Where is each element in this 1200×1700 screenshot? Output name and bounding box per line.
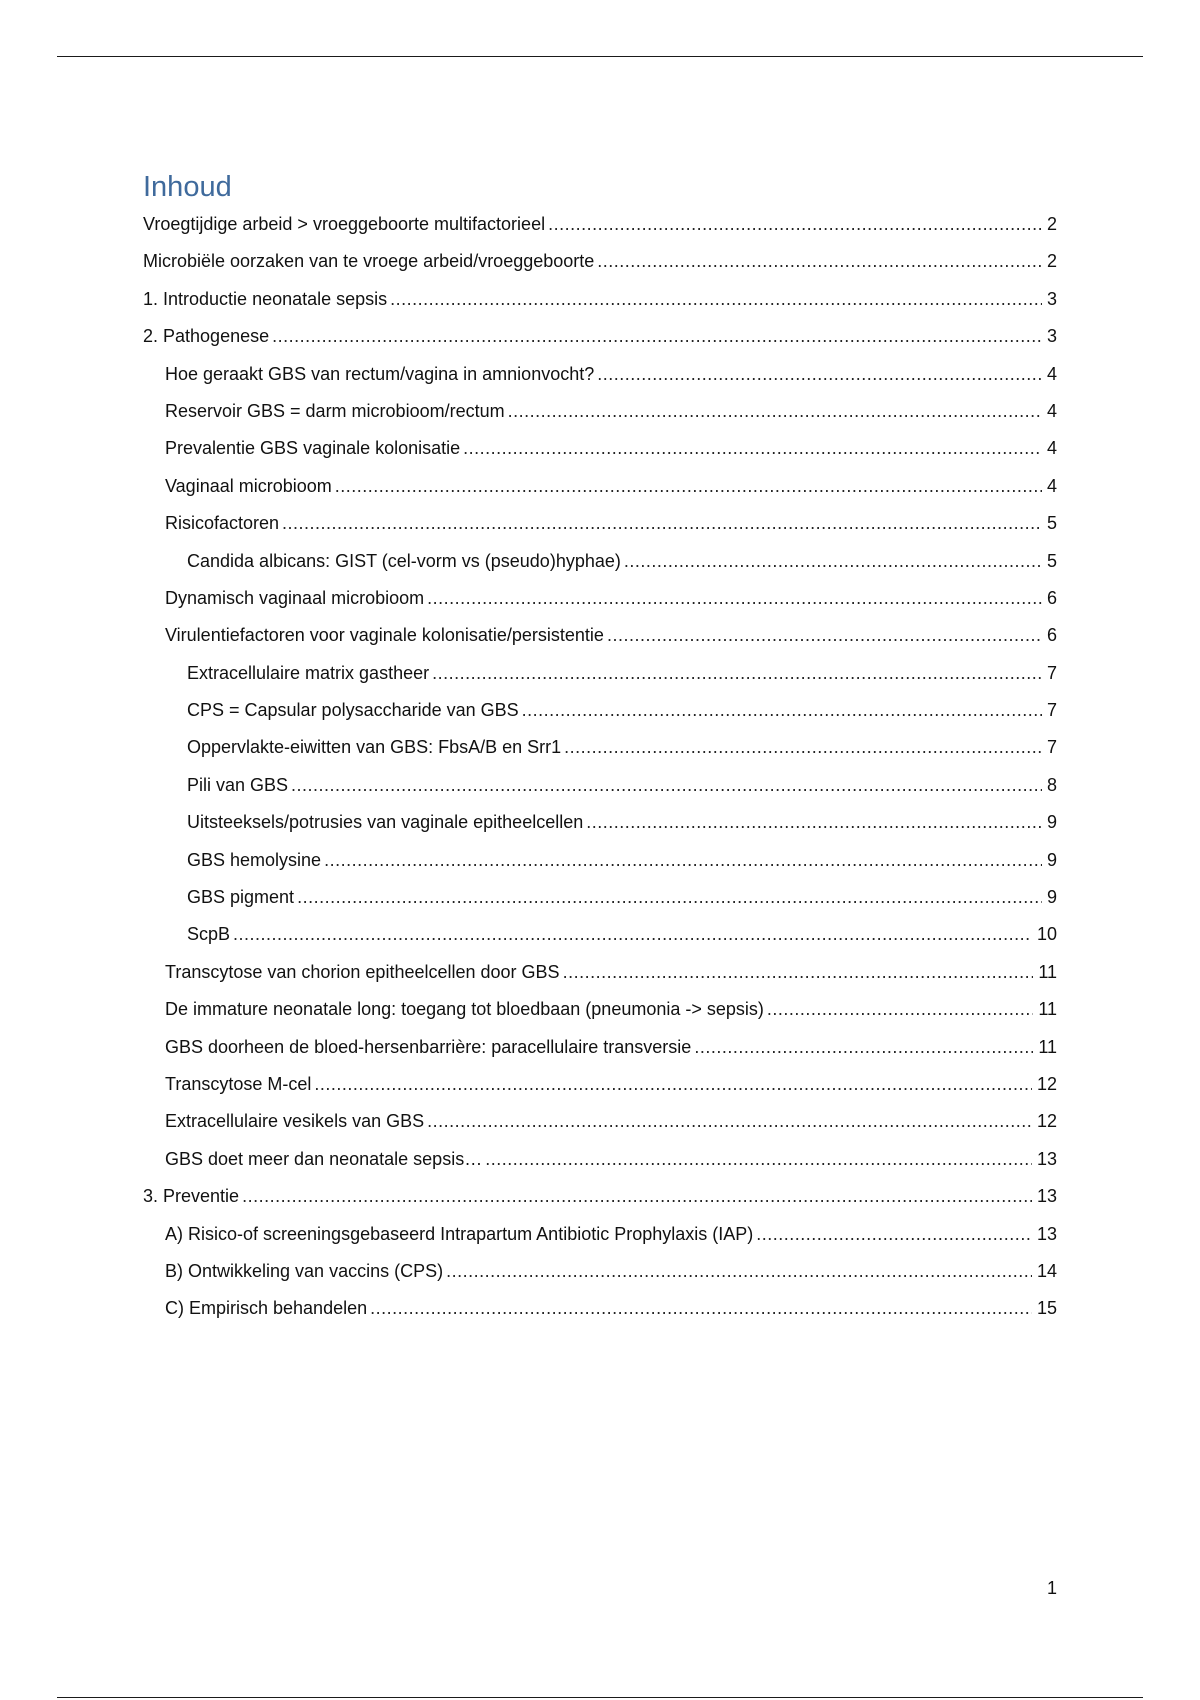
toc-entry-page-number: 4 [1046, 363, 1057, 384]
toc-dot-leader [508, 393, 1042, 430]
toc-entry[interactable] [143, 430, 1057, 467]
toc-dot-leader [446, 1253, 1032, 1290]
toc-entry-text: Microbiële oorzaken van te vroege arbeid/vroeggeboorte [143, 251, 595, 272]
toc-entry-page-number: 4 [1046, 475, 1057, 496]
toc-dot-leader [597, 356, 1042, 393]
toc-dot-leader [297, 879, 1042, 916]
toc-entry-text: CPS = Capsular polysaccharide van GBS [187, 700, 519, 721]
toc-entry[interactable] [143, 281, 1057, 318]
toc-entry-text: 1. Introductie neonatale sepsis [143, 288, 388, 309]
toc-entry-text: Vroegtijdige arbeid > vroeggeboorte multifactorieel [143, 214, 546, 234]
toc-dot-leader [427, 580, 1042, 617]
toc-entry-text: Prevalentie GBS vaginale kolonisatie [165, 438, 461, 459]
toc-entry-page-number: 6 [1046, 625, 1057, 646]
toc-entry[interactable] [143, 804, 1057, 841]
toc-entry[interactable] [143, 879, 1057, 916]
footer-rule [57, 1697, 1143, 1698]
toc-entry[interactable] [143, 954, 1057, 991]
toc-entry[interactable] [143, 1029, 1057, 1066]
toc-entry-page-number: 5 [1046, 513, 1057, 534]
toc-dot-leader [586, 804, 1042, 841]
toc-dot-leader [694, 1029, 1033, 1066]
toc-entry-text: A) Risico-of screeningsgebaseerd Intrapartum Antibiotic Prophylaxis (IAP) [165, 1223, 754, 1244]
toc-entry[interactable] [143, 1253, 1057, 1290]
toc-entry[interactable] [143, 767, 1057, 804]
toc-entry[interactable] [143, 991, 1057, 1028]
toc-dot-leader [607, 617, 1042, 654]
toc-entry-page-number: 9 [1046, 812, 1057, 833]
toc-entry[interactable] [143, 916, 1057, 953]
toc-entry-text: ScpB [187, 924, 231, 945]
toc-dot-leader [242, 1178, 1032, 1215]
toc-dot-leader [432, 655, 1042, 692]
toc-entry-text: Hoe geraakt GBS van rectum/vagina in amnionvocht? [165, 363, 595, 384]
toc-entry-text: GBS pigment [187, 887, 295, 908]
toc-entry[interactable] [143, 468, 1057, 505]
toc-entry-page-number: 12 [1036, 1111, 1057, 1132]
toc-dot-leader [324, 842, 1042, 879]
toc-dot-leader [291, 767, 1042, 804]
toc-entry-text: Vaginaal microbioom [165, 475, 332, 496]
toc-entry-page-number: 5 [1046, 550, 1057, 571]
toc-entry-page-number: 7 [1046, 737, 1057, 758]
toc-entry-page-number: 7 [1046, 700, 1057, 721]
toc-entry[interactable] [143, 356, 1057, 393]
toc-entry[interactable] [143, 1141, 1057, 1178]
toc-entry-page-number: 2 [1046, 214, 1057, 234]
toc-entry-text: Virulentiefactoren voor vaginale kolonisatie/persistentie [165, 625, 604, 646]
toc-entry-page-number: 4 [1046, 438, 1057, 459]
toc-entry-text: GBS hemolysine [187, 849, 322, 870]
toc-entry[interactable] [143, 206, 1057, 243]
toc-dot-leader [522, 692, 1042, 729]
toc-entry-page-number: 7 [1046, 662, 1057, 683]
toc-entry[interactable] [143, 842, 1057, 879]
toc-entry-page-number: 11 [1038, 999, 1057, 1020]
toc-entry-page-number: 3 [1046, 288, 1057, 309]
toc-dot-leader [767, 991, 1033, 1028]
toc-dot-leader [282, 505, 1042, 542]
toc-entry-page-number: 9 [1046, 849, 1057, 870]
toc-entry-text: Pili van GBS [187, 774, 289, 795]
toc-entry-page-number: 13 [1036, 1148, 1057, 1169]
toc-entry-page-number: 10 [1036, 924, 1057, 945]
toc-entry-text: Reservoir GBS = darm microbioom/rectum [165, 400, 505, 421]
toc-dot-leader [335, 468, 1042, 505]
toc-entry-page-number: 13 [1036, 1186, 1057, 1207]
toc-dot-leader [427, 1103, 1032, 1140]
toc-entry[interactable] [143, 1290, 1057, 1327]
toc-entry-page-number: 3 [1046, 326, 1057, 347]
toc-dot-leader [563, 954, 1034, 991]
toc-entry[interactable] [143, 318, 1057, 355]
toc-entry-text: GBS doet meer dan neonatale sepsis… [165, 1148, 483, 1169]
toc-dot-leader [463, 430, 1042, 467]
table-of-contents [143, 206, 1057, 1328]
toc-dot-leader [272, 318, 1042, 355]
page-number: 1 [1046, 1578, 1057, 1598]
toc-entry[interactable] [143, 617, 1057, 654]
toc-dot-leader [624, 543, 1042, 580]
toc-dot-leader [597, 243, 1042, 280]
toc-entry-text: Dynamisch vaginaal microbioom [165, 587, 425, 608]
toc-entry-page-number: 4 [1046, 400, 1057, 421]
toc-dot-leader [756, 1216, 1032, 1253]
toc-entry[interactable] [143, 1066, 1057, 1103]
toc-entry-text: C) Empirisch behandelen [165, 1298, 368, 1319]
toc-entry[interactable] [143, 1103, 1057, 1140]
toc-entry-text: Risicofactoren [165, 513, 280, 534]
toc-entry-page-number: 11 [1038, 1036, 1057, 1057]
toc-entry-text: Oppervlakte-eiwitten van GBS: FbsA/B en Srr1 [187, 737, 562, 758]
toc-entry-text: Extracellulaire matrix gastheer [187, 662, 430, 683]
toc-entry-page-number: 14 [1036, 1260, 1057, 1281]
toc-entry-page-number: 6 [1046, 587, 1057, 608]
toc-entry-text: Candida albicans: GIST (cel-vorm vs (pseudo)hyphae) [187, 550, 621, 571]
toc-entry-text: 3. Preventie [143, 1186, 240, 1207]
toc-entry-page-number: 12 [1036, 1073, 1057, 1094]
toc-entry[interactable] [143, 393, 1057, 430]
toc-entry-page-number: 9 [1046, 887, 1057, 908]
header-rule [57, 56, 1143, 57]
toc-dot-leader [314, 1066, 1032, 1103]
toc-dot-leader [233, 916, 1032, 953]
toc-entry[interactable] [143, 580, 1057, 617]
toc-dot-leader [548, 206, 1042, 243]
toc-entry-text: Transcytose M-cel [165, 1073, 312, 1094]
toc-dot-leader [390, 281, 1042, 318]
toc-entry[interactable] [143, 729, 1057, 766]
toc-entry[interactable] [143, 1216, 1057, 1253]
toc-entry[interactable] [143, 505, 1057, 542]
toc-entry-text: 2. Pathogenese [143, 326, 270, 347]
toc-entry-text: De immature neonatale long: toegang tot bloedbaan (pneumonia -> sepsis) [165, 999, 764, 1020]
toc-entry-page-number: 8 [1046, 774, 1057, 795]
toc-entry-text: Transcytose van chorion epitheelcellen door GBS [165, 961, 560, 982]
toc-dot-leader [564, 729, 1042, 766]
toc-entry[interactable] [143, 1178, 1057, 1215]
toc-dot-leader [485, 1141, 1032, 1178]
toc-entry-page-number: 13 [1036, 1223, 1057, 1244]
toc-entry-page-number: 11 [1038, 961, 1057, 982]
toc-entry-text: B) Ontwikkeling van vaccins (CPS) [165, 1260, 444, 1281]
toc-entry[interactable] [143, 692, 1057, 729]
toc-entry[interactable] [143, 543, 1057, 580]
toc-entry[interactable] [143, 243, 1057, 280]
toc-entry-page-number: 15 [1036, 1298, 1057, 1319]
toc-entry[interactable] [143, 655, 1057, 692]
toc-entry-text: Extracellulaire vesikels van GBS [165, 1111, 425, 1132]
toc-title: Inhoud [143, 171, 232, 203]
toc-entry-text: GBS doorheen de bloed-hersenbarrière: paracellulaire transversie [165, 1036, 692, 1057]
toc-entry-page-number: 2 [1046, 251, 1057, 272]
toc-entry-text: Uitsteeksels/potrusies van vaginale epitheelcellen [187, 812, 584, 833]
toc-dot-leader [370, 1290, 1032, 1327]
